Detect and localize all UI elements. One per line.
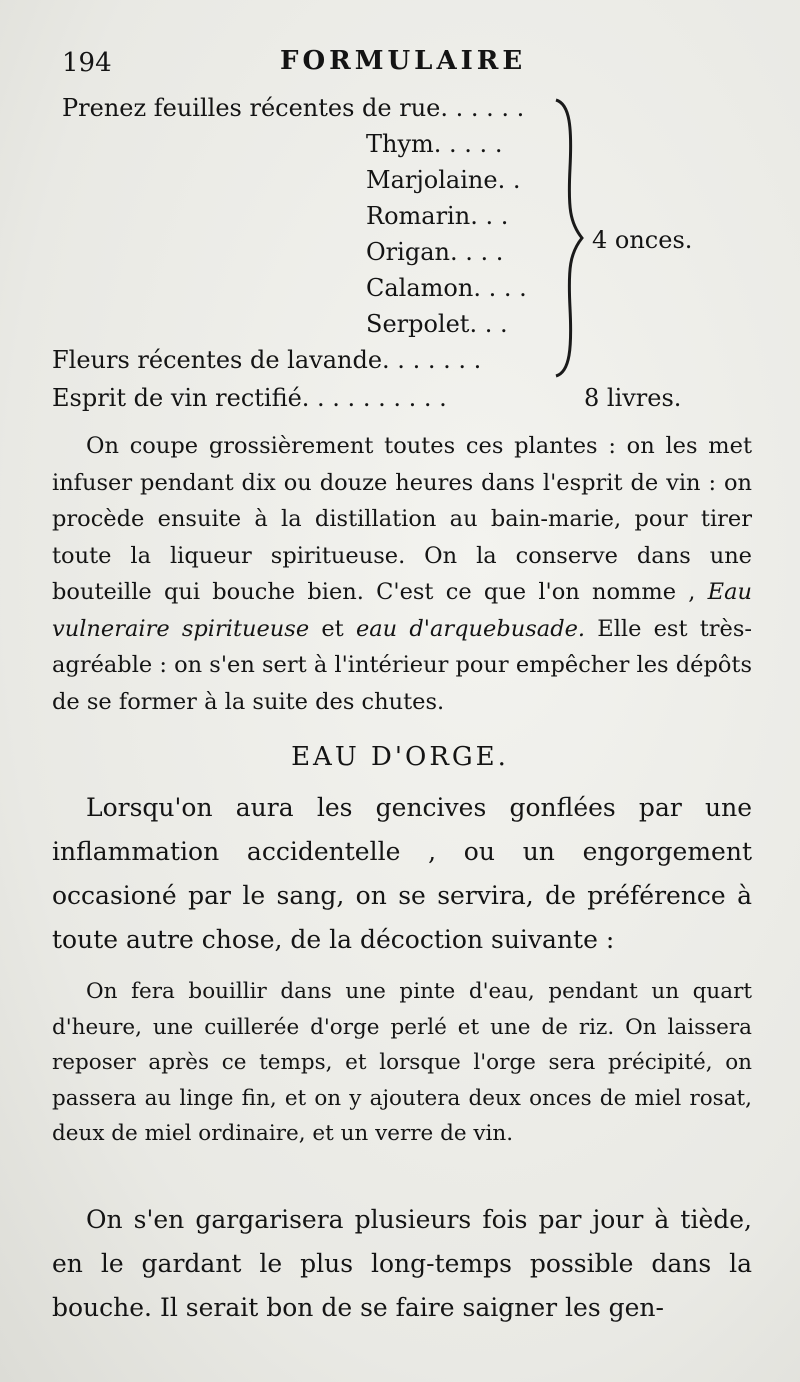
- page-number: 194: [62, 48, 112, 78]
- paragraph-gargle: On s'en gargarisera plusieurs fois par jour à tiède, en le gardant le plus long-temps possible dans la bouche. Il serait bon de se faire saigner les gen-: [52, 1205, 752, 1322]
- section-heading: EAU D'ORGE.: [291, 742, 509, 772]
- paragraph-decoction: On fera bouillir dans une pinte d'eau, pendant un quart d'heure, une cuillerée d'orge perlé et une de riz. On laissera reposer après ce temps, et lorsque l'orge sera précipité, on passera au linge fin, et on y ajoutera deux onces de miel rosat, deux de miel ordinaire, et un verre de vin.: [52, 979, 752, 1146]
- ingredient-origan: Origan. . . .: [366, 238, 504, 266]
- running-title: FORMULAIRE: [280, 46, 527, 76]
- ingredient-calamon: Calamon. . . .: [366, 274, 527, 302]
- ingredient-marjolaine: Marjolaine. .: [366, 166, 521, 194]
- ingredient-romarin: Romarin. . .: [366, 202, 509, 230]
- spirit-quantity: 8 livres.: [584, 384, 682, 412]
- paragraph-text: et: [309, 615, 356, 642]
- ingredient-lavande: Fleurs récentes de lavande. . . . . . .: [52, 346, 482, 374]
- ingredient-esprit-de-vin: Esprit de vin rectifié. . . . . . . . . .: [52, 384, 447, 412]
- bracket-quantity: 4 onces.: [592, 226, 693, 254]
- paragraph-preparation: [52, 428, 752, 720]
- ingredient-rue: Prenez feuilles récentes de rue. . . . . .: [62, 94, 525, 122]
- ingredient-serpolet: Serpolet. . .: [366, 310, 508, 338]
- ingredient-thym: Thym. . . . .: [366, 130, 503, 158]
- curly-brace-icon: [548, 98, 588, 378]
- italic-term: eau d'arquebusade.: [355, 615, 586, 642]
- italic-term: Eau vulneraire spiritueuse: [52, 579, 752, 642]
- page-header: [0, 46, 800, 86]
- paragraph-text: Elle est très-agréable : on s'en sert à l'intérieur pour empêcher les dépôts de se former à la suite des chutes.: [52, 615, 752, 715]
- paragraph-introduction: Lorsqu'on aura les gencives gonflées par une inflammation accidentelle , ou un engorgement occasioné par le sang, on se servira, de préférence à toute autre chose, de la décoction suivante :: [52, 793, 752, 954]
- paragraph-text: On coupe grossièrement toutes ces plantes : on les met infuser pendant dix ou douze heures dans l'esprit de vin : on procède ensuite à la distillation au bain-marie, pour tirer toute la liqueur spiritueuse. On la conserve dans une bouteille qui bouche bien. C'est ce que l'on nomme ,: [52, 433, 752, 605]
